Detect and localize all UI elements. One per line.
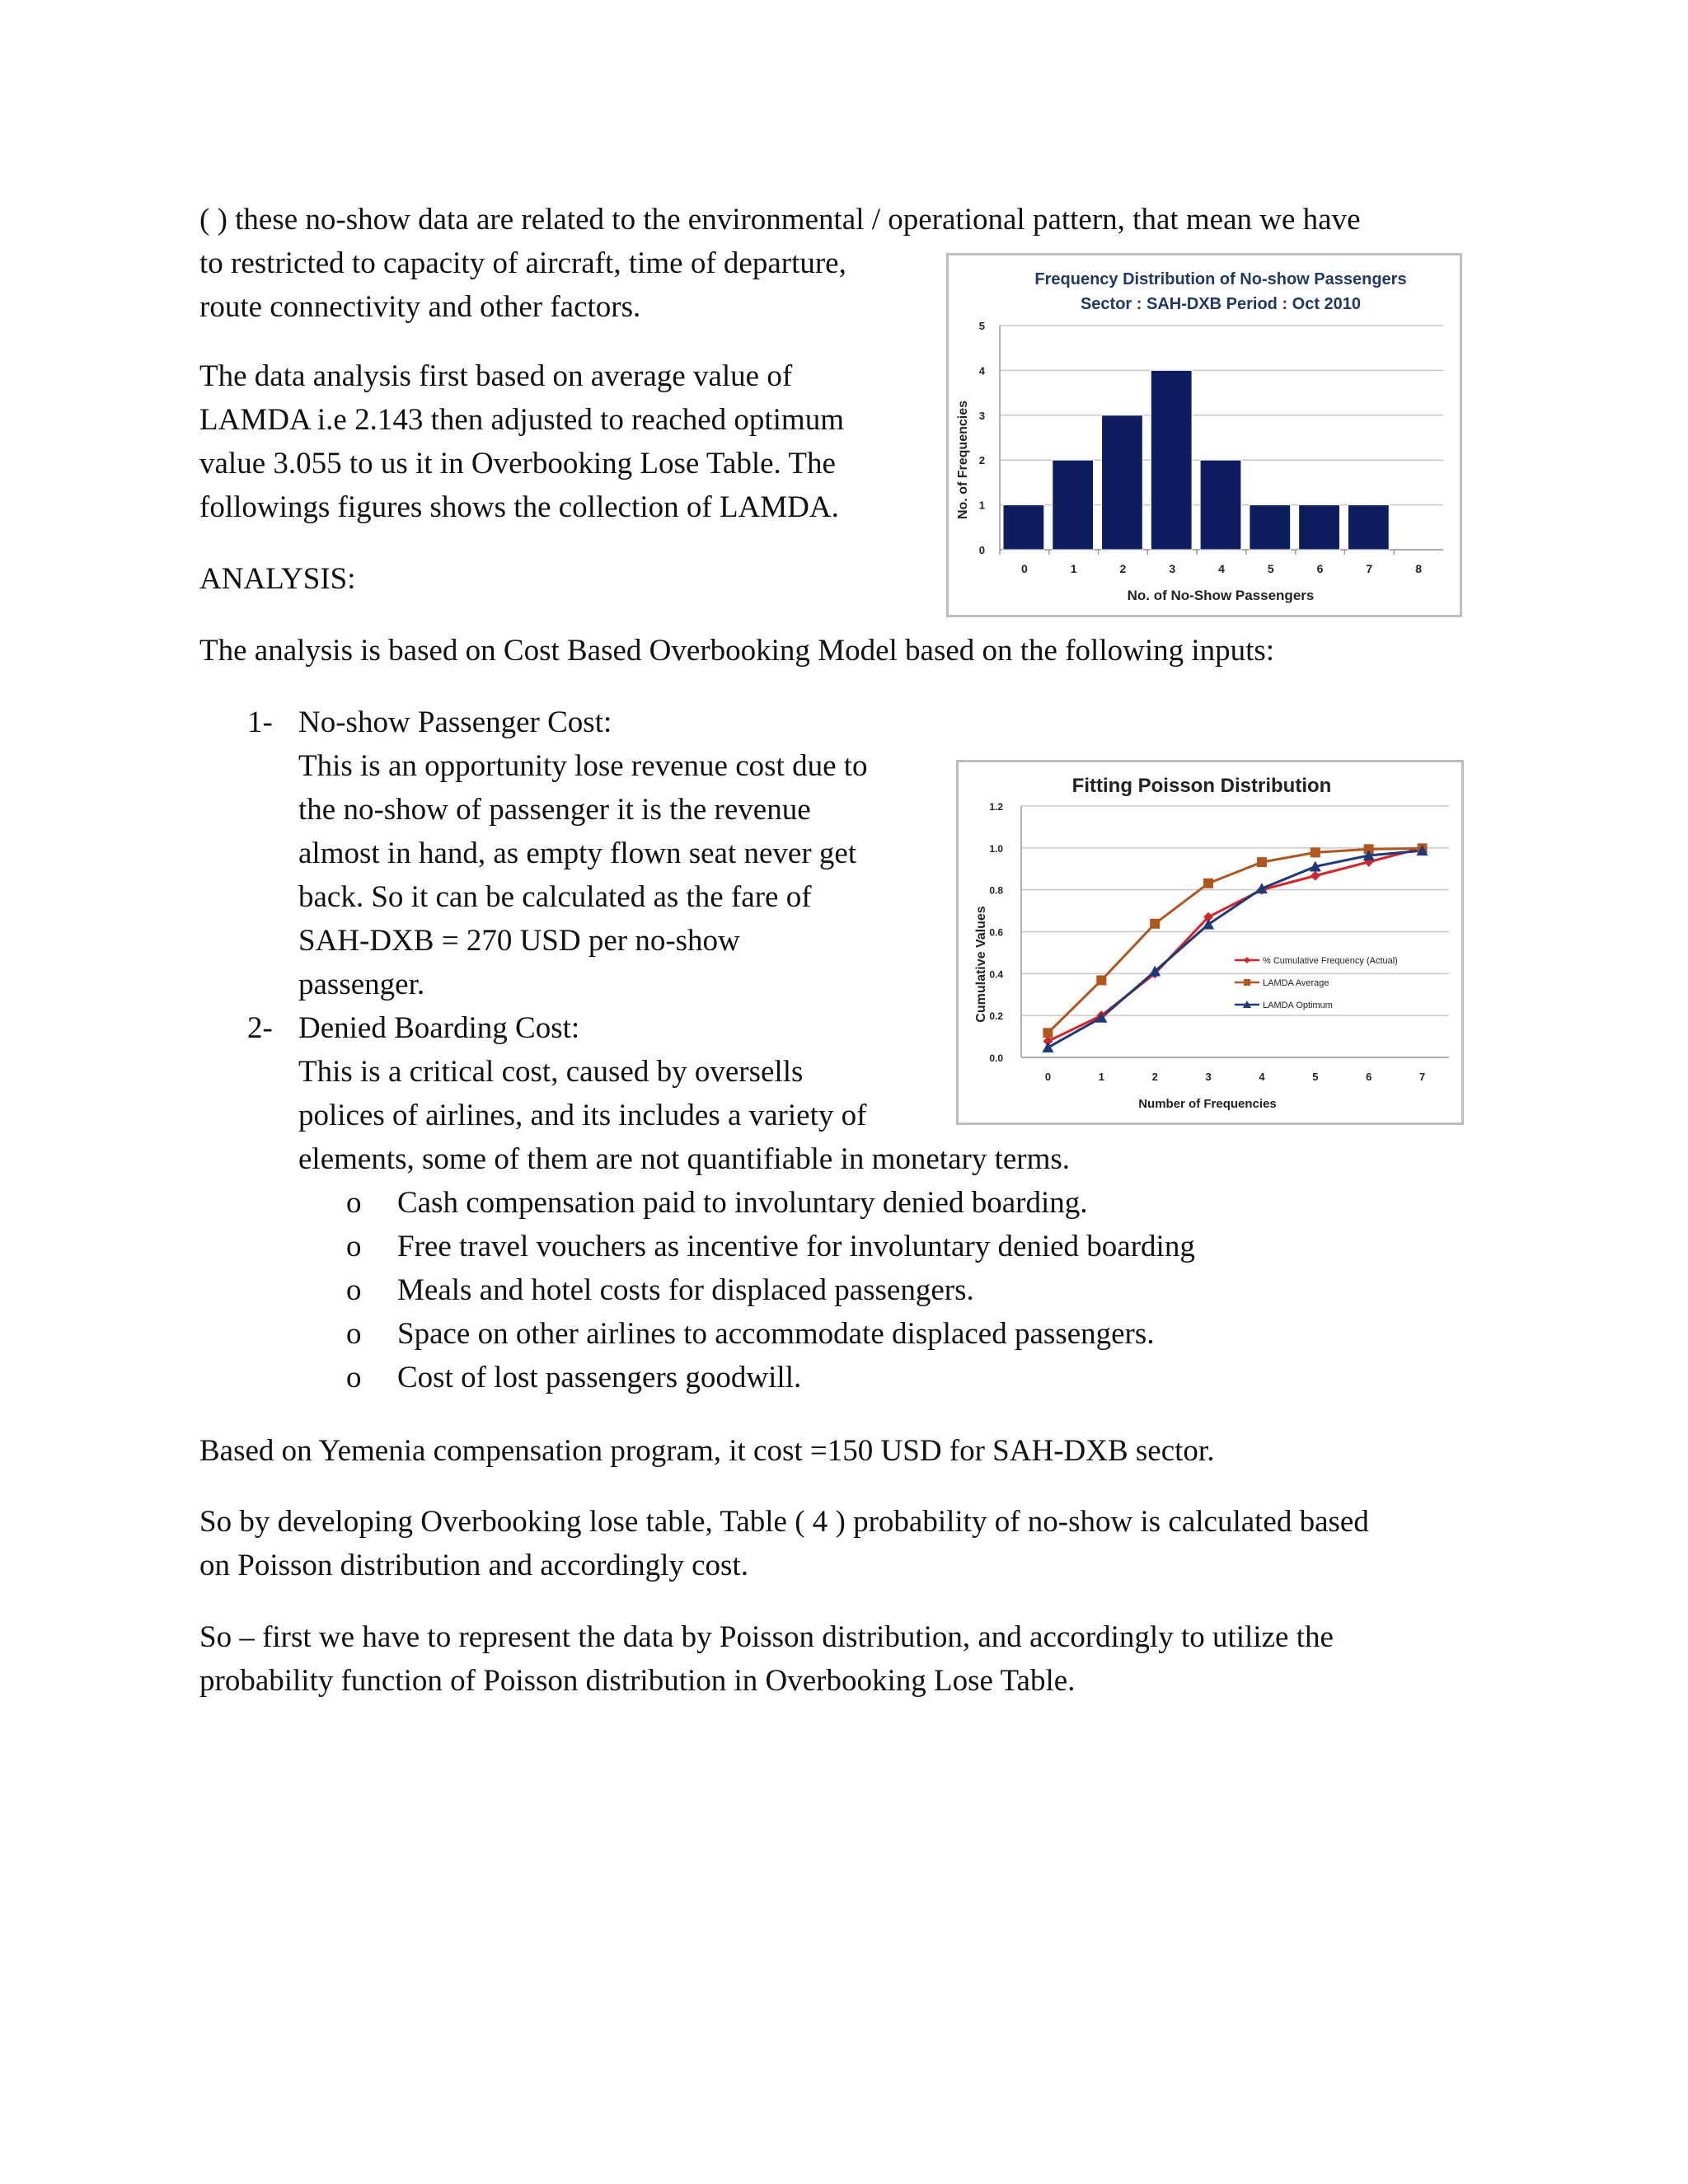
y-tick-label: 0.4 xyxy=(989,968,1003,981)
data-point-square xyxy=(1096,975,1106,985)
y-tick-label: 0.0 xyxy=(989,1052,1003,1064)
bar xyxy=(1151,370,1192,550)
table-paragraph-line-2: on Poisson distribution and accordingly cost. xyxy=(199,1549,748,1582)
x-tick-label: 3 xyxy=(1205,1071,1212,1083)
x-tick-label: 5 xyxy=(1267,562,1274,575)
x-tick-label: 1 xyxy=(1070,562,1077,575)
poisson-chart xyxy=(956,760,1464,1125)
chart-title: Fitting Poisson Distribution xyxy=(1071,775,1332,797)
poisson-paragraph-line-1: So – first we have to represent the data by Poisson distribution, and accordingly to utilize the xyxy=(199,1620,1334,1654)
data-point-square xyxy=(1043,1028,1053,1038)
y-tick-label: 3 xyxy=(978,409,985,422)
bar xyxy=(1003,505,1044,550)
list-item-2-title: Denied Boarding Cost: xyxy=(298,1011,580,1045)
list-item-1-line-6: passenger. xyxy=(298,968,425,1001)
y-tick-label: 4 xyxy=(978,364,985,377)
lamda-line-4: followings figures shows the collection of LAMDA. xyxy=(199,490,839,524)
y-tick-label: 2 xyxy=(978,454,985,467)
y-tick-label: 1 xyxy=(978,499,985,512)
analysis-heading: ANALYSIS: xyxy=(199,562,356,596)
list-number-2: 2- xyxy=(247,1011,273,1045)
x-tick-label: 5 xyxy=(1312,1071,1319,1083)
list-item-1-title: No-show Passenger Cost: xyxy=(298,705,612,739)
bullet-marker: o xyxy=(346,1273,362,1307)
x-tick-label: 7 xyxy=(1418,1071,1426,1083)
frequency-chart xyxy=(946,253,1462,617)
bullet-item: Cost of lost passengers goodwill. xyxy=(397,1361,802,1394)
bullet-marker: o xyxy=(346,1361,362,1394)
data-point-triangle xyxy=(1042,1042,1053,1052)
yemenia-paragraph: Based on Yemenia compensation program, it cost =150 USD for SAH-DXB sector. xyxy=(199,1434,1215,1468)
list-item-1-line-1: This is an opportunity lose revenue cost due to xyxy=(298,749,868,783)
bar xyxy=(1053,460,1094,550)
list-item-1-line-5: SAH-DXB = 270 USD per no-show xyxy=(298,924,740,958)
table-paragraph-line-1: So by developing Overbooking lose table, Table ( 4 ) probability of no-show is calculated based xyxy=(199,1505,1369,1539)
y-tick-label: 0.6 xyxy=(989,926,1003,939)
lamda-line-3: value 3.055 to us it in Overbooking Lose Table. The xyxy=(199,447,836,480)
list-item-1-line-4: back. So it can be calculated as the fare of xyxy=(298,880,812,914)
bar xyxy=(1299,505,1340,550)
list-item-2-line-2: polices of airlines, and its includes a variety of xyxy=(298,1099,867,1132)
x-tick-label: 1 xyxy=(1098,1071,1104,1083)
x-tick-label: 8 xyxy=(1415,562,1423,575)
data-point-square xyxy=(1203,879,1213,888)
bullet-item: Free travel vouchers as incentive for involuntary denied boarding xyxy=(397,1230,1195,1263)
y-tick-label: 1.0 xyxy=(989,842,1003,855)
legend-swatch-marker xyxy=(1244,979,1250,986)
bullet-item: Space on other airlines to accommodate displaced passengers. xyxy=(397,1317,1155,1351)
bullet-marker: o xyxy=(346,1317,362,1351)
poisson-chart-svg xyxy=(959,762,1461,1122)
x-tick-label: 6 xyxy=(1316,562,1324,575)
intro-line-3: route connectivity and other factors. xyxy=(199,290,641,324)
y-tick-label: 1.2 xyxy=(989,801,1003,813)
data-point-square xyxy=(1257,857,1267,867)
x-tick-label: 4 xyxy=(1218,562,1225,575)
frequency-chart-svg xyxy=(949,255,1460,615)
y-axis-label: Cumulative Values xyxy=(974,906,988,1023)
intro-line-1: ( ) these no-show data are related to the environmental / operational pattern, that mean we have xyxy=(199,203,1361,237)
bullet-marker: o xyxy=(346,1186,362,1220)
x-tick-label: 2 xyxy=(1119,562,1127,575)
chart-subtitle: Sector : SAH-DXB Period : Oct 2010 xyxy=(1080,295,1362,313)
x-tick-label: 2 xyxy=(1151,1071,1158,1083)
lamda-line-1: The data analysis first based on average value of xyxy=(199,359,793,393)
x-tick-label: 0 xyxy=(1020,562,1028,575)
y-tick-label: 0.8 xyxy=(989,884,1003,897)
intro-line-2: to restricted to capacity of aircraft, time of departure, xyxy=(199,246,846,280)
y-tick-label: 0 xyxy=(978,544,985,556)
bar xyxy=(1250,505,1291,550)
x-tick-label: 3 xyxy=(1169,562,1176,575)
legend-label: % Cumulative Frequency (Actual) xyxy=(1263,956,1398,966)
x-tick-label: 7 xyxy=(1366,562,1373,575)
lamda-line-2: LAMDA i.e 2.143 then adjusted to reached optimum xyxy=(199,403,844,437)
x-tick-label: 0 xyxy=(1044,1071,1052,1083)
bullet-item: Meals and hotel costs for displaced passengers. xyxy=(397,1273,974,1307)
x-axis-label: Number of Frequencies xyxy=(1138,1097,1277,1111)
y-axis-label: No. of Frequencies xyxy=(956,400,970,520)
y-tick-label: 0.2 xyxy=(989,1010,1003,1023)
list-item-1-line-3: almost in hand, as empty flown seat never get xyxy=(298,837,857,870)
analysis-intro: The analysis is based on Cost Based Overbooking Model based on the following inputs: xyxy=(199,634,1275,668)
bullet-marker: o xyxy=(346,1230,362,1263)
chart-title: Frequency Distribution of No-show Passengers xyxy=(1034,270,1407,288)
y-tick-label: 5 xyxy=(978,320,985,332)
data-point-square xyxy=(1311,847,1320,857)
series-line-diamond xyxy=(1048,848,1422,1042)
list-item-2-line-3: elements, some of them are not quantifiable in monetary terms. xyxy=(298,1142,1071,1176)
bar xyxy=(1348,505,1389,550)
list-number-1: 1- xyxy=(247,705,273,739)
list-item-2-line-1: This is a critical cost, caused by oversells xyxy=(298,1055,804,1089)
poisson-paragraph-line-2: probability function of Poisson distribution in Overbooking Lose Table. xyxy=(199,1664,1076,1698)
x-tick-label: 4 xyxy=(1259,1071,1265,1083)
bullet-item: Cash compensation paid to involuntary denied boarding. xyxy=(397,1186,1088,1220)
x-axis-label: No. of No-Show Passengers xyxy=(1127,588,1315,603)
data-point-diamond xyxy=(1311,871,1320,881)
data-point-square xyxy=(1150,919,1160,929)
legend-label: LAMDA Average xyxy=(1263,978,1329,988)
legend-label: LAMDA Optimum xyxy=(1263,1001,1333,1010)
legend-swatch-marker xyxy=(1244,957,1250,963)
bar xyxy=(1102,415,1143,550)
x-tick-label: 6 xyxy=(1366,1071,1372,1083)
bar xyxy=(1200,460,1241,550)
list-item-1-line-2: the no-show of passenger it is the revenue xyxy=(298,793,811,827)
